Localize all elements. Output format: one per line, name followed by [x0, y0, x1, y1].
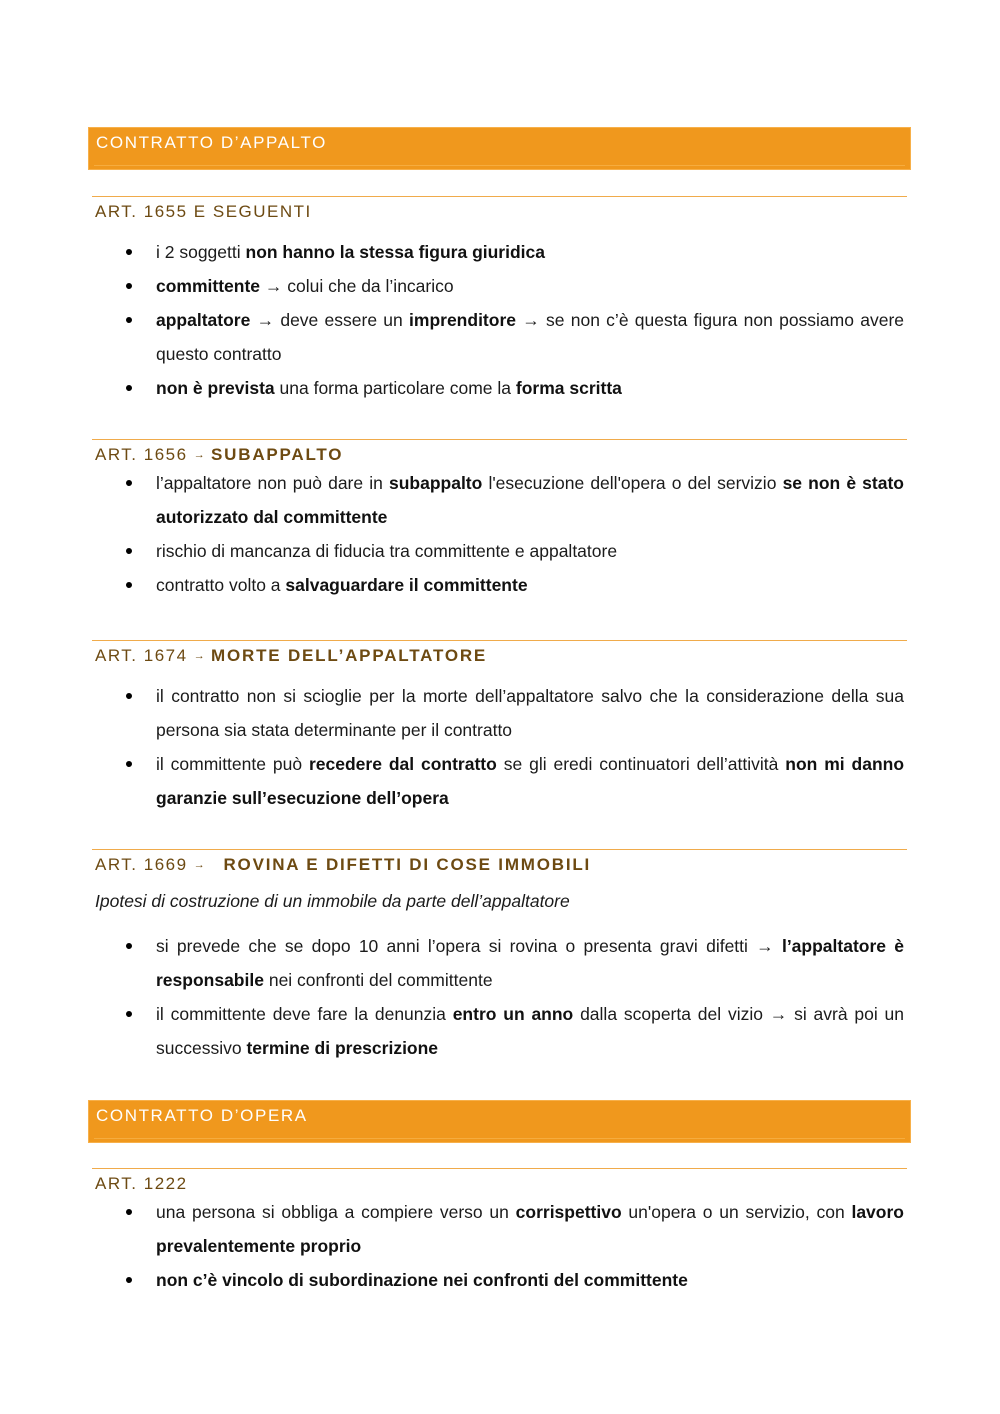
article-1656-section [92, 439, 907, 602]
divider [92, 196, 907, 197]
italic-note: Ipotesi di costruzione di un immobile da parte dell’appaltatore [95, 891, 570, 911]
bullet-list [92, 1195, 907, 1297]
list-item: committente → colui che da l’incarico [92, 269, 907, 303]
article-heading: ART. 1674 → MORTE DELL’APPALTATORE [95, 646, 488, 665]
list-item: non è prevista una forma particolare come la forma scritta [92, 371, 907, 405]
bullet-list [92, 235, 907, 405]
list-item: il committente può recedere dal contratto se gli eredi continuatori dell’attività non mi danno garanzie sull’esecuzione dell’opera [92, 747, 907, 815]
list-item: il committente deve fare la denunzia entro un anno dalla scoperta del vizio → si avrà poi un successivo termine di prescrizione [92, 997, 907, 1065]
divider [92, 849, 907, 850]
section-banner-appalto [88, 127, 911, 170]
list-item: appaltatore → deve essere un imprenditore → se non c’è questa figura non possiamo avere questo contratto [92, 303, 907, 371]
arrow-icon: → [193, 449, 205, 461]
article-heading: ART. 1655 E SEGUENTI [95, 202, 312, 221]
list-item: il contratto non si scioglie per la morte dell’appaltatore salvo che la considerazione della sua persona sia stata determinante per il contratto [92, 679, 907, 747]
divider [92, 439, 907, 440]
section-banner-opera [88, 1100, 911, 1143]
list-item: contratto volto a salvaguardare il committente [92, 568, 907, 602]
list-item: i 2 soggetti non hanno la stessa figura giuridica [92, 235, 907, 269]
list-item: una persona si obbliga a compiere verso un corrispettivo un'opera o un servizio, con lavoro prevalentemente proprio [92, 1195, 907, 1263]
list-item: si prevede che se dopo 10 anni l’opera si rovina o presenta gravi difetti → l’appaltatore è responsabile nei confronti del committente [92, 929, 907, 997]
arrow-icon: → [193, 650, 205, 662]
banner-title: CONTRATTO D’APPALTO [96, 133, 327, 152]
list-item: l’appaltatore non può dare in subappalto l'esecuzione dell'opera o del servizio se non è stato autorizzato dal committente [92, 466, 907, 534]
bullet-list [92, 929, 907, 1065]
divider [92, 1168, 907, 1169]
bullet-list [92, 679, 907, 815]
arrow-icon: → [193, 859, 205, 871]
banner-title: CONTRATTO D’OPERA [96, 1106, 308, 1125]
article-1222-section [92, 1168, 907, 1297]
article-heading: ART. 1656 → SUBAPPALTO [95, 445, 344, 464]
article-1655-section [92, 196, 907, 405]
article-heading: ART. 1222 [95, 1174, 188, 1193]
article-1674-section [92, 640, 907, 815]
list-item: rischio di mancanza di fiducia tra committente e appaltatore [92, 534, 907, 568]
article-heading: ART. 1669 → ROVINA E DIFETTI DI COSE IMMOBILI [95, 855, 592, 874]
list-item: non c’è vincolo di subordinazione nei confronti del committente [92, 1263, 907, 1297]
bullet-list [92, 466, 907, 602]
article-1669-section [92, 849, 907, 1065]
divider [92, 640, 907, 641]
